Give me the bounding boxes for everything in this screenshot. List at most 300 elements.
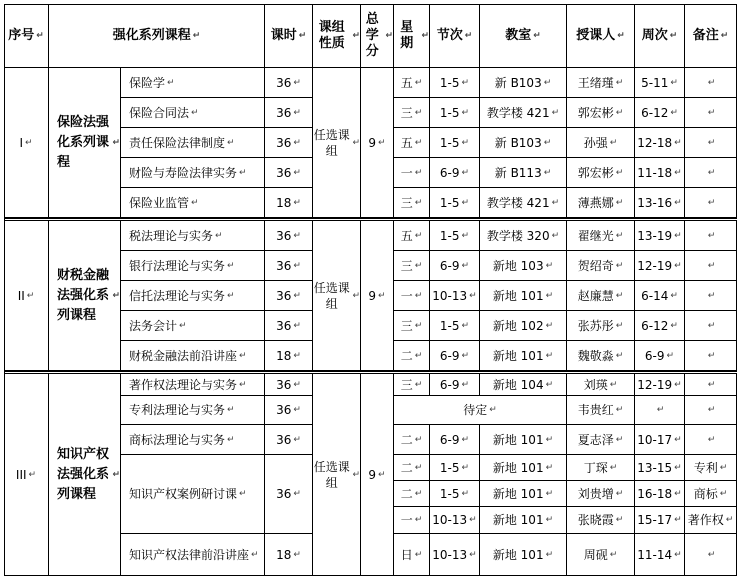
paragraph-mark-icon: ↵	[215, 230, 223, 241]
paragraph-mark-icon: ↵	[28, 469, 37, 480]
course-period	[430, 341, 480, 371]
paragraph-mark-icon: ↵	[167, 77, 175, 88]
course-name-text: 法务会计	[129, 318, 178, 333]
header-credits-text: 总学分	[365, 11, 379, 59]
course-weekday-text: 五	[400, 228, 413, 243]
course-name	[121, 425, 265, 455]
paragraph-mark-icon: ↵	[551, 107, 560, 118]
paragraph-mark-icon: ↵	[461, 260, 470, 271]
course-hours	[265, 341, 313, 371]
group-nature-text: 任选课组	[313, 127, 350, 158]
course-period	[430, 158, 480, 188]
paragraph-mark-icon: ↵	[414, 77, 423, 88]
course-remark	[685, 281, 737, 311]
header-period	[430, 4, 480, 68]
course-hours	[265, 158, 313, 188]
course-period	[430, 425, 480, 455]
course-period-text: 10-13	[432, 288, 468, 303]
group-credits-text: 9	[368, 467, 377, 482]
paragraph-mark-icon: ↵	[352, 469, 360, 480]
course-teacher-text: 翟继光	[577, 228, 614, 243]
paragraph-mark-icon: ↵	[293, 260, 301, 271]
header-teacher	[567, 4, 635, 68]
course-room-text: 教学楼 421	[486, 105, 550, 120]
paragraph-mark-icon: ↵	[191, 197, 199, 208]
paragraph-mark-icon: ↵	[293, 405, 301, 415]
course-weekday	[394, 341, 430, 371]
paragraph-mark-icon: ↵	[227, 290, 235, 301]
course-hours-text: 36	[276, 258, 292, 273]
course-remark	[685, 341, 737, 371]
course-weeks-text: 16-18	[637, 486, 673, 501]
course-hours-text: 36	[276, 75, 292, 90]
course-teacher	[567, 281, 635, 311]
course-period-text: 6-9	[439, 258, 460, 273]
course-weeks	[635, 281, 685, 311]
header-period-text: 节次	[436, 27, 463, 43]
course-hours	[265, 98, 313, 128]
paragraph-mark-icon: ↵	[545, 462, 554, 473]
paragraph-mark-icon: ↵	[414, 107, 423, 118]
paragraph-mark-icon: ↵	[674, 462, 682, 473]
course-weekday-text: 一	[400, 513, 413, 527]
paragraph-mark-icon: ↵	[414, 350, 423, 361]
course-weekday	[394, 455, 430, 481]
paragraph-mark-icon: ↵	[674, 230, 682, 241]
course-period	[430, 68, 480, 98]
header-room-text: 教室	[505, 27, 532, 43]
course-hours-text: 36	[276, 105, 292, 120]
paragraph-mark-icon: ↵	[707, 549, 716, 560]
group-seq-text: I	[19, 135, 23, 150]
paragraph-mark-icon: ↵	[179, 320, 187, 331]
schedule-pending	[394, 396, 567, 425]
group-seq	[4, 374, 49, 576]
course-weeks	[635, 221, 685, 251]
course-teacher-text: 孙强	[583, 135, 608, 150]
paragraph-mark-icon: ↵	[609, 462, 618, 473]
paragraph-mark-icon: ↵	[707, 434, 716, 445]
course-room	[480, 128, 567, 158]
paragraph-mark-icon: ↵	[414, 379, 423, 390]
course-room-text: 新地 101	[492, 513, 544, 527]
paragraph-mark-icon: ↵	[545, 434, 554, 445]
course-remark	[685, 128, 737, 158]
paragraph-mark-icon: ↵	[293, 434, 301, 445]
paragraph-mark-icon: ↵	[615, 167, 624, 178]
course-teacher	[567, 128, 635, 158]
course-room	[480, 425, 567, 455]
course-remark	[685, 425, 737, 455]
paragraph-mark-icon: ↵	[461, 320, 470, 331]
paragraph-mark-icon: ↵	[707, 197, 716, 208]
paragraph-mark-icon: ↵	[461, 77, 470, 88]
course-room	[480, 251, 567, 281]
course-period-text: 1-5	[439, 486, 460, 501]
course-remark-text: 专利	[693, 460, 718, 475]
paragraph-mark-icon: ↵	[545, 260, 554, 271]
paragraph-mark-icon: ↵	[533, 30, 541, 41]
course-name-text: 保险业监管	[129, 195, 190, 210]
course-teacher-text: 夏志泽	[577, 432, 614, 447]
paragraph-mark-icon: ↵	[414, 549, 423, 560]
course-weekday-text: 二	[400, 348, 413, 363]
course-teacher-text: 韦贵红	[577, 403, 614, 417]
course-teacher	[567, 455, 635, 481]
group-separator-1	[4, 218, 737, 221]
paragraph-mark-icon: ↵	[461, 462, 470, 473]
course-weeks	[635, 481, 685, 507]
paragraph-mark-icon: ↵	[543, 77, 552, 88]
paragraph-mark-icon: ↵	[670, 107, 678, 118]
paragraph-mark-icon: ↵	[545, 379, 554, 390]
course-weekday-text: 三	[400, 318, 413, 333]
group-credits	[361, 374, 394, 576]
course-name-text: 信托法理论与实务	[129, 288, 226, 303]
course-name	[121, 98, 265, 128]
paragraph-mark-icon: ↵	[707, 230, 716, 241]
course-weeks	[635, 396, 685, 425]
course-weekday-text: 三	[400, 105, 413, 120]
paragraph-mark-icon: ↵	[545, 350, 554, 361]
paragraph-mark-icon: ↵	[293, 107, 301, 118]
paragraph-mark-icon: ↵	[352, 30, 360, 41]
course-weeks-text: 13-15	[637, 460, 673, 475]
course-name-text: 知识产权案例研讨课	[129, 487, 238, 501]
course-hours-text: 36	[276, 135, 292, 150]
paragraph-mark-icon: ↵	[461, 230, 470, 241]
paragraph-mark-icon: ↵	[707, 107, 716, 118]
group-nature-text: 任选课组	[313, 280, 350, 311]
paragraph-mark-icon: ↵	[298, 30, 307, 41]
group-name-text: 保险法强化系列课程	[57, 114, 110, 170]
paragraph-mark-icon: ↵	[25, 137, 33, 148]
course-name	[121, 68, 265, 98]
paragraph-mark-icon: ↵	[414, 290, 423, 301]
paragraph-mark-icon: ↵	[674, 488, 682, 499]
course-hours	[265, 425, 313, 455]
course-remark	[685, 311, 737, 341]
course-name-text: 责任保险法律制度	[129, 135, 226, 150]
course-period-text: 1-5	[439, 75, 460, 90]
paragraph-mark-icon: ↵	[26, 290, 35, 301]
course-name	[121, 311, 265, 341]
course-weekday	[394, 251, 430, 281]
paragraph-mark-icon: ↵	[674, 434, 682, 445]
paragraph-mark-icon: ↵	[112, 137, 120, 148]
course-weekday	[394, 128, 430, 158]
course-weeks-text: 12-19	[637, 258, 673, 273]
paragraph-mark-icon: ↵	[615, 77, 624, 88]
course-room	[480, 311, 567, 341]
course-room-text: 新 B103	[494, 135, 542, 150]
course-hours	[265, 455, 313, 534]
paragraph-mark-icon: ↵	[227, 405, 235, 415]
course-weekday-text: 三	[400, 377, 413, 392]
paragraph-mark-icon: ↵	[227, 260, 235, 271]
course-period-text: 10-13	[432, 547, 468, 562]
course-period	[430, 311, 480, 341]
course-weekday	[394, 158, 430, 188]
paragraph-mark-icon: ↵	[414, 260, 423, 271]
course-hours-text: 18	[276, 195, 292, 210]
course-name-text: 银行法理论与实务	[129, 258, 226, 273]
paragraph-mark-icon: ↵	[251, 549, 259, 560]
paragraph-mark-icon: ↵	[239, 350, 247, 361]
paragraph-mark-icon: ↵	[414, 434, 423, 445]
course-room	[480, 281, 567, 311]
paragraph-mark-icon: ↵	[421, 30, 429, 41]
course-weekday-text: 五	[400, 75, 413, 90]
course-teacher	[567, 396, 635, 425]
course-name-text: 商标法理论与实务	[129, 432, 226, 447]
course-weeks	[635, 455, 685, 481]
paragraph-mark-icon: ↵	[545, 488, 554, 499]
paragraph-mark-icon: ↵	[545, 549, 554, 560]
course-teacher	[567, 374, 635, 396]
paragraph-mark-icon: ↵	[543, 167, 552, 178]
course-weeks	[635, 311, 685, 341]
course-weekday-text: 二	[400, 432, 413, 447]
paragraph-mark-icon: ↵	[414, 488, 423, 499]
paragraph-mark-icon: ↵	[707, 350, 716, 361]
group-credits-text: 9	[368, 135, 377, 150]
course-period	[430, 281, 480, 311]
course-weekday	[394, 481, 430, 507]
paragraph-mark-icon: ↵	[720, 30, 729, 41]
course-hours	[265, 396, 313, 425]
group-name-text: 财税金融法强化系列课程	[57, 267, 110, 323]
course-room	[480, 221, 567, 251]
course-period	[430, 98, 480, 128]
paragraph-mark-icon: ↵	[293, 549, 301, 560]
course-hours-text: 36	[276, 377, 292, 392]
course-remark	[685, 396, 737, 425]
paragraph-mark-icon: ↵	[414, 167, 423, 178]
course-hours	[265, 68, 313, 98]
course-teacher	[567, 311, 635, 341]
paragraph-mark-icon: ↵	[615, 260, 624, 271]
course-remark-text: 著作权	[687, 513, 724, 527]
course-weekday	[394, 281, 430, 311]
paragraph-mark-icon: ↵	[469, 290, 477, 301]
course-weeks	[635, 425, 685, 455]
header-seq-text: 序号	[8, 27, 35, 43]
paragraph-mark-icon: ↵	[414, 462, 423, 473]
course-weeks-text: 6-12	[641, 318, 669, 333]
course-name-text: 税法理论与实务	[129, 228, 214, 243]
course-name-text: 著作权法理论与实务	[129, 377, 238, 392]
course-weekday	[394, 188, 430, 218]
course-remark	[685, 507, 737, 534]
paragraph-mark-icon: ↵	[192, 30, 201, 41]
course-weeks-text: 13-19	[637, 228, 673, 243]
course-remark-text: 商标	[693, 486, 718, 501]
course-teacher-text: 贺绍奇	[577, 258, 614, 273]
paragraph-mark-icon: ↵	[239, 379, 247, 390]
course-weekday	[394, 68, 430, 98]
course-weekday	[394, 374, 430, 396]
course-weeks	[635, 158, 685, 188]
course-name	[121, 281, 265, 311]
course-name	[121, 221, 265, 251]
paragraph-mark-icon: ↵	[227, 434, 235, 445]
course-hours	[265, 188, 313, 218]
course-teacher-text: 刘瑛	[583, 377, 608, 392]
course-room-text: 新地 101	[492, 547, 544, 562]
course-period	[430, 374, 480, 396]
paragraph-mark-icon: ↵	[293, 230, 301, 241]
course-room	[480, 481, 567, 507]
paragraph-mark-icon: ↵	[414, 197, 423, 208]
course-weekday	[394, 425, 430, 455]
header-course	[49, 4, 265, 68]
course-name	[121, 534, 265, 576]
course-name-text: 保险合同法	[129, 105, 190, 120]
paragraph-mark-icon: ↵	[227, 137, 235, 148]
paragraph-mark-icon: ↵	[464, 30, 473, 41]
course-hours	[265, 311, 313, 341]
paragraph-mark-icon: ↵	[707, 260, 716, 271]
header-teacher-text: 授课人	[576, 27, 616, 43]
paragraph-mark-icon: ↵	[293, 77, 301, 88]
course-room	[480, 341, 567, 371]
course-remark	[685, 68, 737, 98]
course-hours	[265, 251, 313, 281]
course-teacher	[567, 98, 635, 128]
paragraph-mark-icon: ↵	[615, 488, 624, 499]
header-seq	[4, 4, 49, 68]
paragraph-mark-icon: ↵	[461, 137, 470, 148]
course-weeks-text: 12-19	[637, 377, 673, 392]
course-weekday-text: 日	[400, 547, 413, 562]
paragraph-mark-icon: ↵	[615, 434, 624, 445]
group-nature	[313, 221, 361, 371]
course-teacher	[567, 251, 635, 281]
paragraph-mark-icon: ↵	[707, 137, 716, 148]
course-hours-text: 36	[276, 288, 292, 303]
paragraph-mark-icon: ↵	[674, 549, 682, 560]
group-credits-text: 9	[368, 288, 377, 303]
course-room-text: 新地 101	[492, 486, 544, 501]
paragraph-mark-icon: ↵	[352, 137, 360, 148]
group-name	[49, 221, 121, 371]
course-period-text: 10-13	[432, 513, 468, 527]
course-period	[430, 455, 480, 481]
course-name-text: 专利法理论与实务	[129, 403, 226, 417]
paragraph-mark-icon: ↵	[378, 290, 386, 301]
course-room-text: 教学楼 320	[486, 228, 550, 243]
course-period-text: 6-9	[439, 432, 460, 447]
paragraph-mark-icon: ↵	[551, 197, 560, 208]
course-hours	[265, 221, 313, 251]
paragraph-mark-icon: ↵	[469, 515, 477, 525]
course-teacher-text: 魏敬淼	[577, 348, 614, 363]
course-room-text: 新地 104	[492, 377, 544, 392]
paragraph-mark-icon: ↵	[293, 489, 301, 499]
paragraph-mark-icon: ↵	[461, 434, 470, 445]
course-weeks	[635, 374, 685, 396]
course-period-text: 1-5	[439, 135, 460, 150]
course-weeks-text: 15-17	[637, 513, 673, 527]
course-period	[430, 534, 480, 576]
course-room	[480, 68, 567, 98]
paragraph-mark-icon: ↵	[551, 230, 560, 241]
paragraph-mark-icon: ↵	[545, 515, 554, 525]
paragraph-mark-icon: ↵	[414, 320, 423, 331]
course-room-text: 新地 102	[492, 318, 544, 333]
course-hours	[265, 374, 313, 396]
course-room	[480, 158, 567, 188]
course-remark	[685, 221, 737, 251]
paragraph-mark-icon: ↵	[414, 230, 423, 241]
course-period-text: 6-9	[439, 165, 460, 180]
paragraph-mark-icon: ↵	[615, 197, 624, 208]
course-hours-text: 36	[276, 165, 292, 180]
course-weeks	[635, 98, 685, 128]
header-remark-text: 备注	[692, 27, 719, 43]
course-period-text: 1-5	[439, 318, 460, 333]
paragraph-mark-icon: ↵	[36, 30, 44, 41]
course-weeks	[635, 68, 685, 98]
paragraph-mark-icon: ↵	[414, 515, 423, 525]
paragraph-mark-icon: ↵	[293, 137, 301, 148]
course-hours-text: 18	[276, 547, 292, 562]
paragraph-mark-icon: ↵	[666, 350, 675, 361]
course-teacher-text: 薄燕娜	[577, 195, 614, 210]
course-teacher	[567, 507, 635, 534]
course-weeks-text: 11-18	[637, 165, 673, 180]
paragraph-mark-icon: ↵	[670, 320, 678, 331]
course-period-text: 1-5	[439, 105, 460, 120]
course-hours	[265, 281, 313, 311]
group-nature-text: 任选课组	[313, 459, 350, 490]
course-name-text: 知识产权法律前沿讲座	[129, 547, 250, 562]
course-remark	[685, 188, 737, 218]
group-separator-2	[4, 371, 737, 374]
course-period	[430, 481, 480, 507]
course-period-text: 1-5	[439, 195, 460, 210]
paragraph-mark-icon: ↵	[293, 350, 301, 361]
course-teacher-text: 周砚	[583, 547, 608, 562]
paragraph-mark-icon: ↵	[352, 290, 360, 301]
paragraph-mark-icon: ↵	[674, 167, 682, 178]
header-nature-text: 课组性质	[318, 19, 345, 51]
paragraph-mark-icon: ↵	[461, 379, 470, 390]
paragraph-mark-icon: ↵	[674, 137, 682, 148]
course-weeks	[635, 251, 685, 281]
course-hours-text: 18	[276, 348, 292, 363]
course-weeks-text: 6-14	[641, 288, 669, 303]
paragraph-mark-icon: ↵	[545, 290, 554, 301]
course-weekday	[394, 98, 430, 128]
course-name	[121, 341, 265, 371]
course-teacher-text: 王绪瑾	[577, 75, 614, 90]
paragraph-mark-icon: ↵	[670, 77, 678, 88]
course-room-text: 新 B113	[494, 165, 542, 180]
course-teacher	[567, 341, 635, 371]
course-room	[480, 507, 567, 534]
paragraph-mark-icon: ↵	[719, 462, 728, 473]
course-name	[121, 158, 265, 188]
paragraph-mark-icon: ↵	[293, 320, 301, 331]
paragraph-mark-icon: ↵	[615, 107, 624, 118]
paragraph-mark-icon: ↵	[707, 379, 716, 390]
paragraph-mark-icon: ↵	[543, 137, 552, 148]
course-period	[430, 128, 480, 158]
paragraph-mark-icon: ↵	[609, 379, 618, 390]
course-remark	[685, 251, 737, 281]
